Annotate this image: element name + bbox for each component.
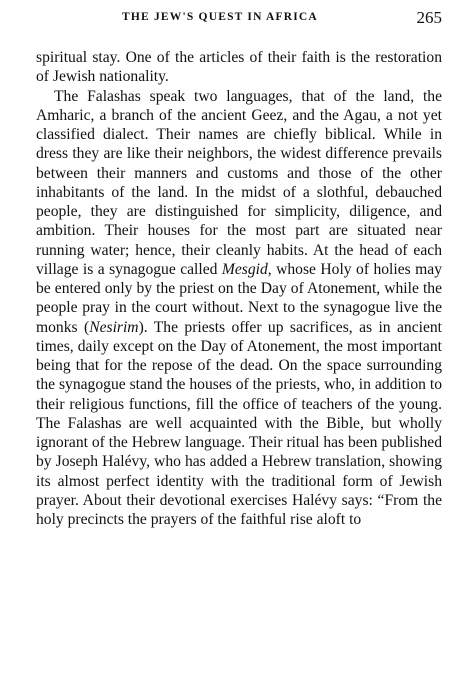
page-number: 265 — [416, 8, 442, 27]
paragraph-text: The Falashas speak two languages, that of the land, the Amharic, a branch of the ancient Geez, and the Agau, a not yet classified dialect. Their names are chiefly biblical. While in dress they are like their neighbors, the widest difference prevails between their manners and customs and those of the other inhabitants of the land. In the midst of a slothful, debauched people, they are distinguished for simplicity, diligence, and ambition. Their houses for the most part are situated near running water; hence, their cleanly habits. At the head of each village is a synagogue called — [36, 87, 442, 278]
paragraph-text: ). The priests offer up sacrifices, as in ancient times, daily except on the Day of Atonement, the most important being that for the repose of the dead. On the space surrounding the synagogue stand the houses of the priests, who, in addition to their religious functions, fill the office of teachers of the young. The Falashas are well acquainted with the Bible, but wholly ignorant of the Hebrew language. Their ritual has been published by Joseph Halévy, who has added a Hebrew translation, showing its almost perfect identity with the traditional form of Jewish prayer. About their devotional exercises Halévy says: “From the holy precincts the prayers of the faithful rise aloft to — [36, 318, 442, 528]
paragraph-text: spiritual stay. One of the articles of their faith is the restoration of Jewish nationality. — [36, 49, 442, 86]
paragraph-falashas — [36, 87, 442, 530]
running-head — [0, 8, 452, 32]
body-text — [36, 48, 442, 529]
paragraph-text: , whose Holy of holies may be entered only by the priest on the Day of Atonement, while the people pray in the court without. Next to the synagogue live the monks ( — [36, 260, 442, 336]
running-title: THE JEW'S QUEST IN AFRICA — [122, 11, 318, 23]
italic-term-mesgid: Mesgid — [221, 260, 268, 278]
paragraph-continuation — [36, 48, 442, 87]
italic-term-nesirim: Nesirim — [89, 318, 139, 336]
